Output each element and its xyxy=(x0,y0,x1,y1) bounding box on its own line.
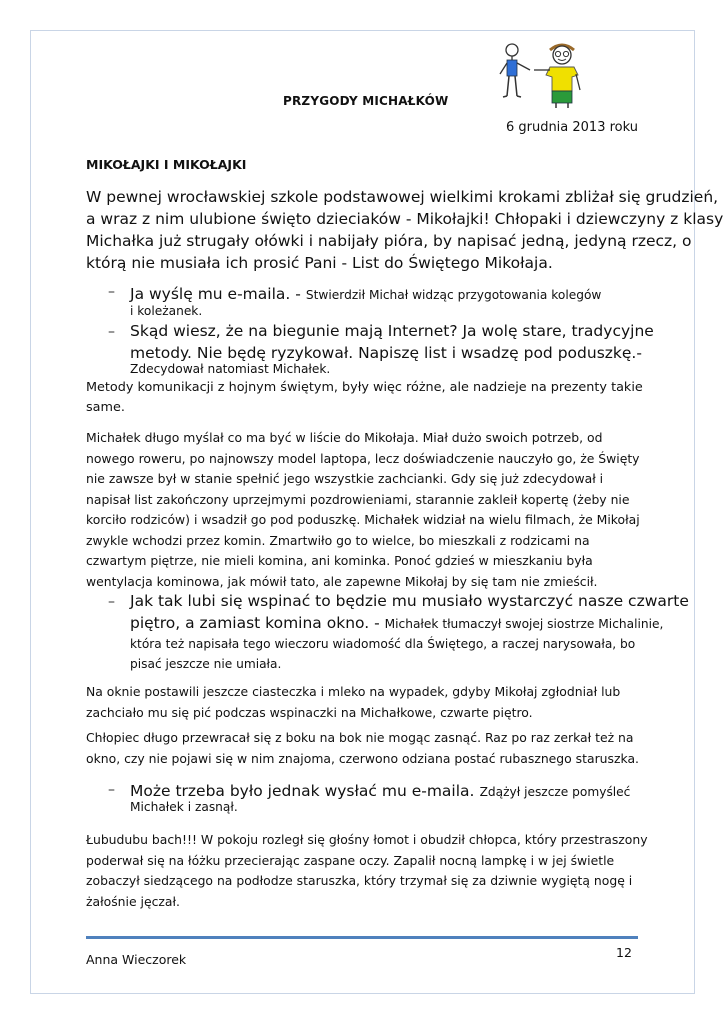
paragraph-crash xyxy=(86,830,648,912)
text-line: Metody komunikacji z hojnym świętym, były więc różne, ale nadzieje na prezenty takie xyxy=(86,380,643,395)
dialogue-line-2 xyxy=(130,320,654,364)
dialogue-narration-cont: i koleżanek. xyxy=(130,304,203,318)
text-line: zachciało mu się pić podczas wspinaczki na Michałkowe, czwarte piętro. xyxy=(86,704,533,720)
text-line: napisał list zakończony uprzejmymi pozdrowieniami, starannie zakleił kopertę (żeby nie xyxy=(86,491,630,507)
dialogue-narration: Stwierdził Michał widząc przygotowania kolegów xyxy=(305,288,602,302)
text-line: korciło rodziców) i wsadził go pod poduszkę. Michałek widział na wielu filmach, że Mikołaj xyxy=(86,512,640,527)
text-line: Łubudubu bach!!! W pokoju rozległ się głośny łomot i obudził chłopca, który przestraszony xyxy=(86,832,648,847)
paragraph-methods xyxy=(86,378,643,418)
dash-bullet: – xyxy=(108,782,115,798)
paragraph-cookies xyxy=(86,682,620,723)
dialogue-speech: Może trzeba było jednak wysłać mu e-maila. xyxy=(130,782,475,800)
running-header-title: PRZYGODY MICHAŁKÓW xyxy=(283,94,449,108)
dialogue-narration: Zdecydował natomiast Michałek. xyxy=(130,362,331,376)
text-line: pisać jeszcze nie umiała. xyxy=(130,657,282,671)
dialogue-speech: Ja wyślę mu e-maila. - xyxy=(130,285,301,303)
date-line: 6 grudnia 2013 roku xyxy=(505,120,638,135)
dialogue-narration: Michałek tłumaczył swojej siostrze Michalinie, xyxy=(384,617,664,631)
footer-rule xyxy=(86,936,638,939)
section-title: MIKOŁAJKI I MIKOŁAJKI xyxy=(86,157,247,172)
intro-paragraph xyxy=(86,186,723,274)
text-line: metody. Nie będę ryzykował. Napiszę list i wsadzę pod poduszkę.- xyxy=(130,344,642,362)
text-line: nie zawsze był w stanie spełnić jego wszystkie zachcianki. Gdy się już zdecydował i xyxy=(86,471,604,486)
dialogue-speech: piętro, a zamiast komina okno. - xyxy=(130,614,380,632)
paragraph-sleepless xyxy=(86,728,639,769)
dash-bullet: – xyxy=(108,284,115,300)
text-line: Na oknie postawili jeszcze ciasteczka i mleko na wypadek, gdyby Mikołaj zgłodniał lub xyxy=(86,684,621,699)
paragraph-letter xyxy=(86,428,640,592)
text-line: Michałka już strugały ołówki i nabijały pióra, by napisać jedną, jedyną rzecz, o xyxy=(86,232,692,250)
text-line: W pewnej wrocławskiej szkole podstawowej wielkimi krokami zbliżał się grudzień, xyxy=(86,188,719,206)
children-illustration xyxy=(496,40,612,110)
page-number: 12 xyxy=(616,945,632,960)
text-line: która też napisała tego wieczoru wiadomość dla Świętego, a raczej narysowała, bo xyxy=(130,637,636,651)
text-line: okno, czy nie pojawi się w nim znajoma, czerwono odziana postać rubasznego staruszka. xyxy=(86,750,639,766)
text-line: Skąd wiesz, że na biegunie mają Internet? Ja wolę stare, tradycyjne xyxy=(130,322,654,340)
dialogue-narration-cont xyxy=(130,634,635,674)
text-line: nowego roweru, po najnowszy model laptopa, lecz doświadczenie nauczyło go, że Święty xyxy=(86,450,640,466)
text-line: same. xyxy=(86,400,125,415)
dialogue-narration-cont: Michałek i zasnął. xyxy=(130,800,238,814)
dialogue-line-4 xyxy=(130,780,630,802)
text-line: żałośnie jęczał. xyxy=(86,893,180,909)
text-line: Michałek długo myślał co ma być w liście do Mikołaja. Miał dużo swoich potrzeb, od xyxy=(86,430,603,445)
dash-bullet: – xyxy=(108,324,115,340)
text-line: zobaczył siedzącego na podłodze staruszka, który trzymał się za dziwnie wygiętą nogę i xyxy=(86,873,633,888)
footer-author: Anna Wieczorek xyxy=(86,952,187,967)
text-line: poderwał się na łóżku przecierając zaspane oczy. Zapalił nocną lampkę i w jej świetle xyxy=(86,852,615,868)
dash-bullet: – xyxy=(108,594,115,610)
dialogue-line-3 xyxy=(130,590,689,635)
text-line: a wraz z nim ulubione święto dzieciaków - Mikołajki! Chłopaki i dziewczyny z klasy xyxy=(86,210,724,228)
text-line: zwykle wchodzi przez komin. Zmartwiło go to wielce, bo mieszkali z rodzicami na xyxy=(86,532,590,548)
text-line: Chłopiec długo przewracał się z boku na bok nie mogąc zasnąć. Raz po raz zerkał też na xyxy=(86,730,634,745)
dialogue-narration: Zdążył jeszcze pomyśleć xyxy=(479,785,631,799)
text-line: czwartym piętrze, nie mieli komina, ani kominka. Ponoć gdzieś w mieszkaniu była xyxy=(86,553,593,568)
dialogue-line-1 xyxy=(130,283,601,305)
text-line: wentylacja kominowa, jak mówił tato, ale zapewne Mikołaj by się tam nie zmieścił. xyxy=(86,573,598,589)
text-line: Jak tak lubi się wspinać to będzie mu musiało wystarczyć nasze czwarte xyxy=(130,592,689,610)
text-line: którą nie musiała ich prosić Pani - List do Świętego Mikołaja. xyxy=(86,254,553,272)
text-line xyxy=(130,612,689,635)
